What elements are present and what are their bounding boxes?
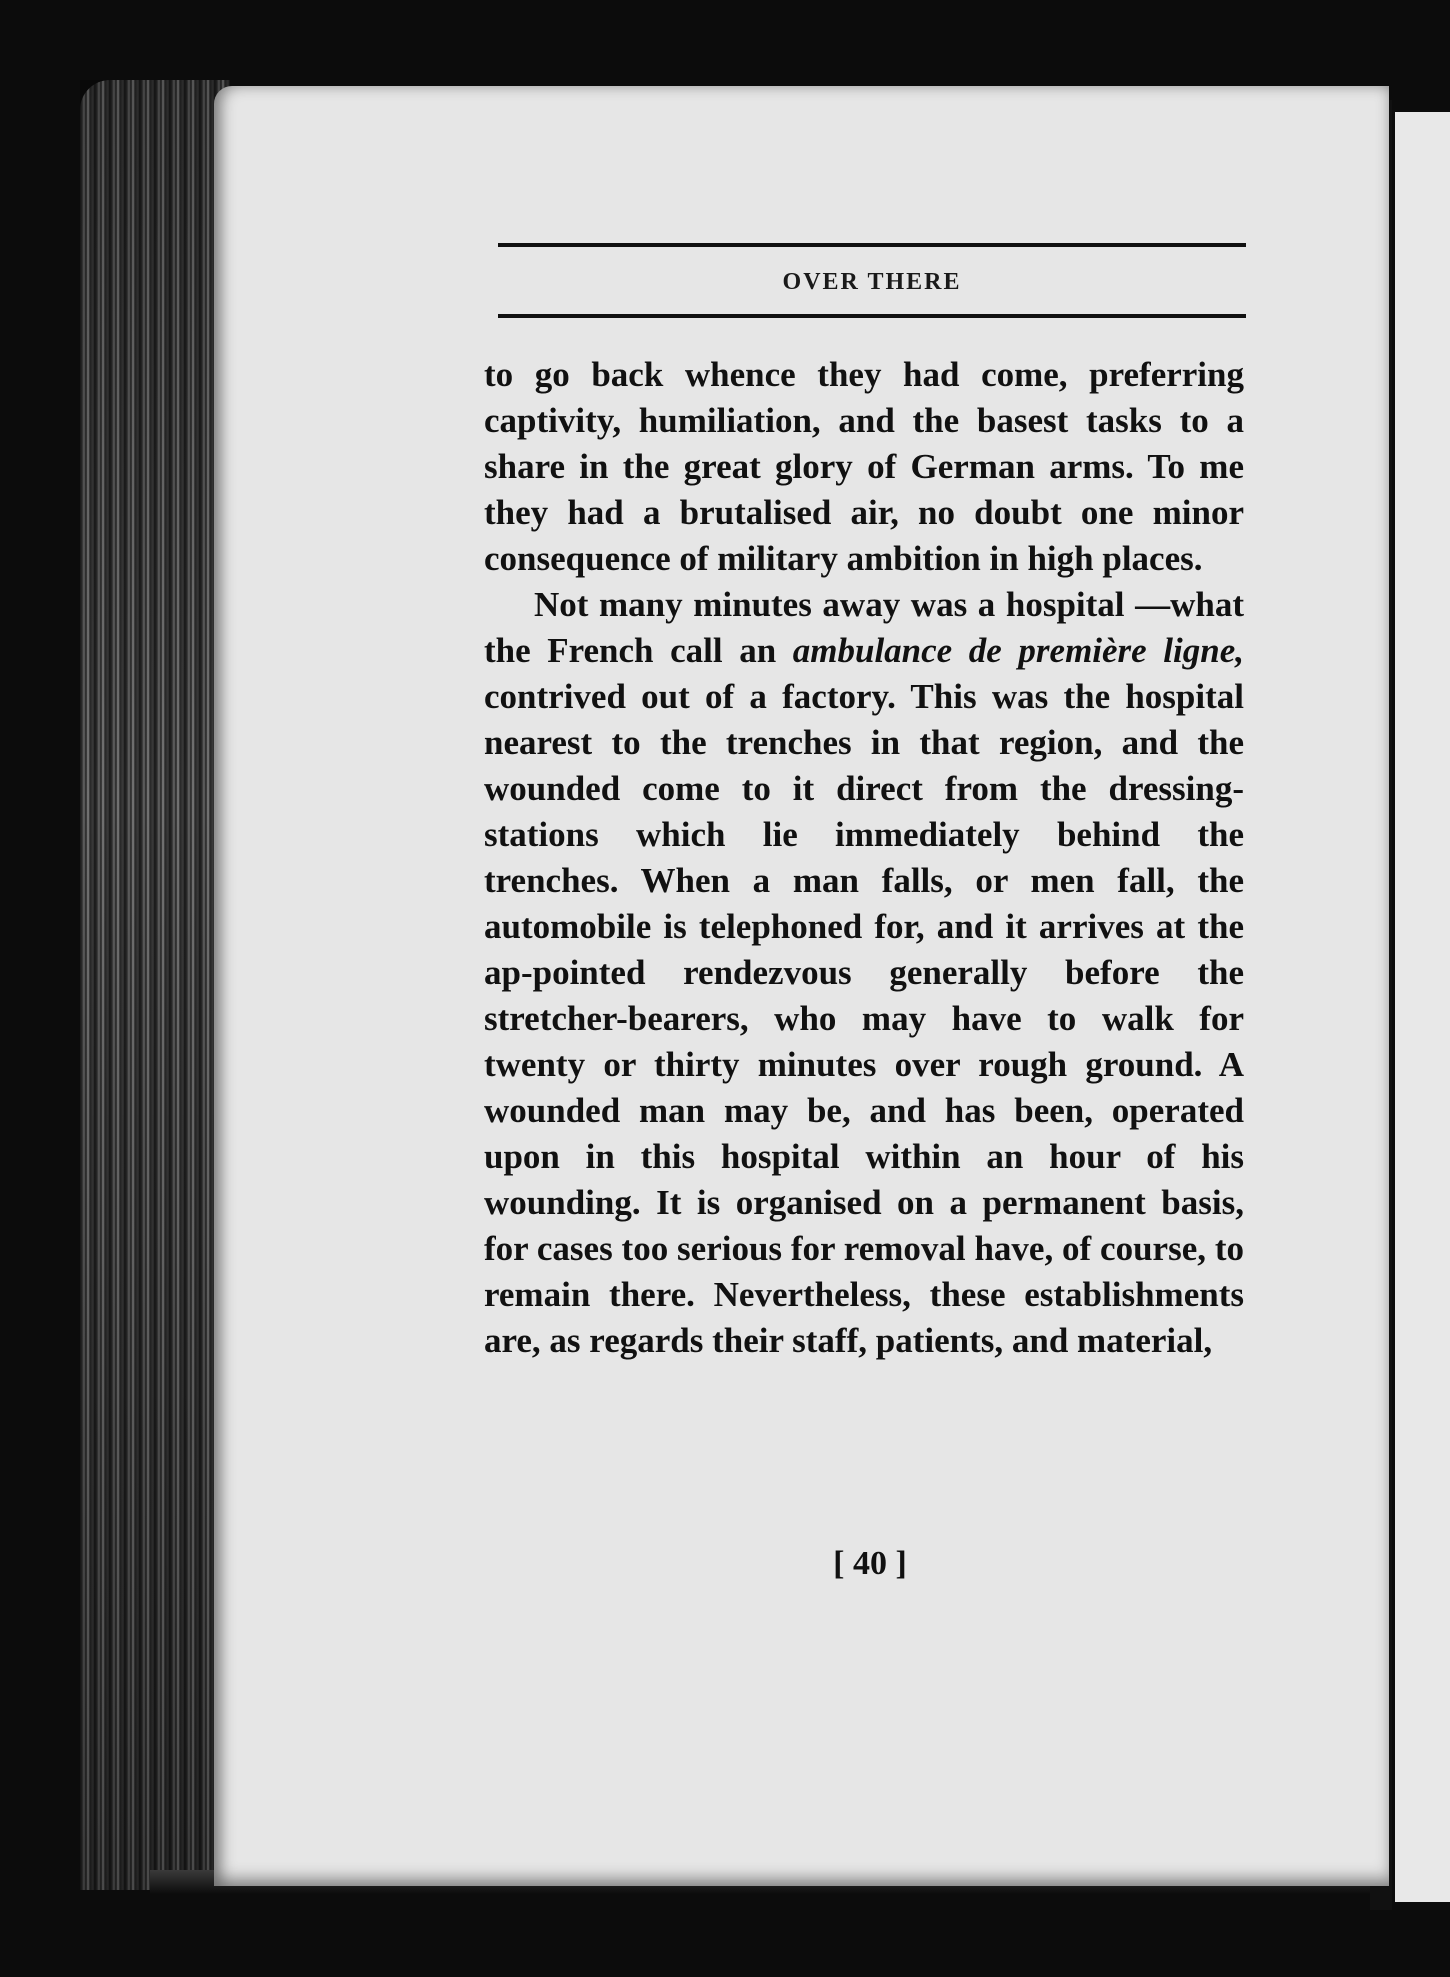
paragraph-2-rest: contrived out of a factory. This was the hospital nearest to the trenches in that region, and the wounded come to it direct from the dressing-stations which lie immediately behind the trenches. When a man falls, or men fall, the automobile is telephoned for, and it arrives at the ap-pointed rendezvous generally before the stretcher-bearers, who may have to walk for twenty or thirty minutes over rough ground. A wounded man may be, and has been, operated upon in this hospital within an hour of his wounding. It is organised on a permanent basis, for cases too serious for removal have, of course, to remain there. Nevertheless, these establishments are, as regards their staff, patients, and material,	[484, 677, 1244, 1360]
body-text	[484, 352, 1244, 1364]
top-rule	[498, 243, 1246, 247]
running-head-title: OVER THERE	[782, 269, 962, 295]
paragraph-1: to go back whence they had come, preferring captivity, humiliation, and the basest tasks to a share in the great glory of German arms. To me they had a brutalised air, no doubt one minor consequence of military ambition in high places.	[484, 355, 1244, 578]
running-head	[498, 243, 1246, 318]
page-number: [ 40 ]	[833, 1545, 907, 1582]
bottom-rule	[498, 314, 1246, 318]
book-page-edges	[80, 80, 230, 1890]
paragraph-2-start: Not many minutes away was a hospital —what the French call an	[484, 585, 1244, 670]
paragraph-2	[484, 582, 1244, 1364]
opposite-page	[1395, 112, 1450, 1902]
paragraph-2-italic-phrase: ambulance de première ligne,	[792, 631, 1244, 670]
